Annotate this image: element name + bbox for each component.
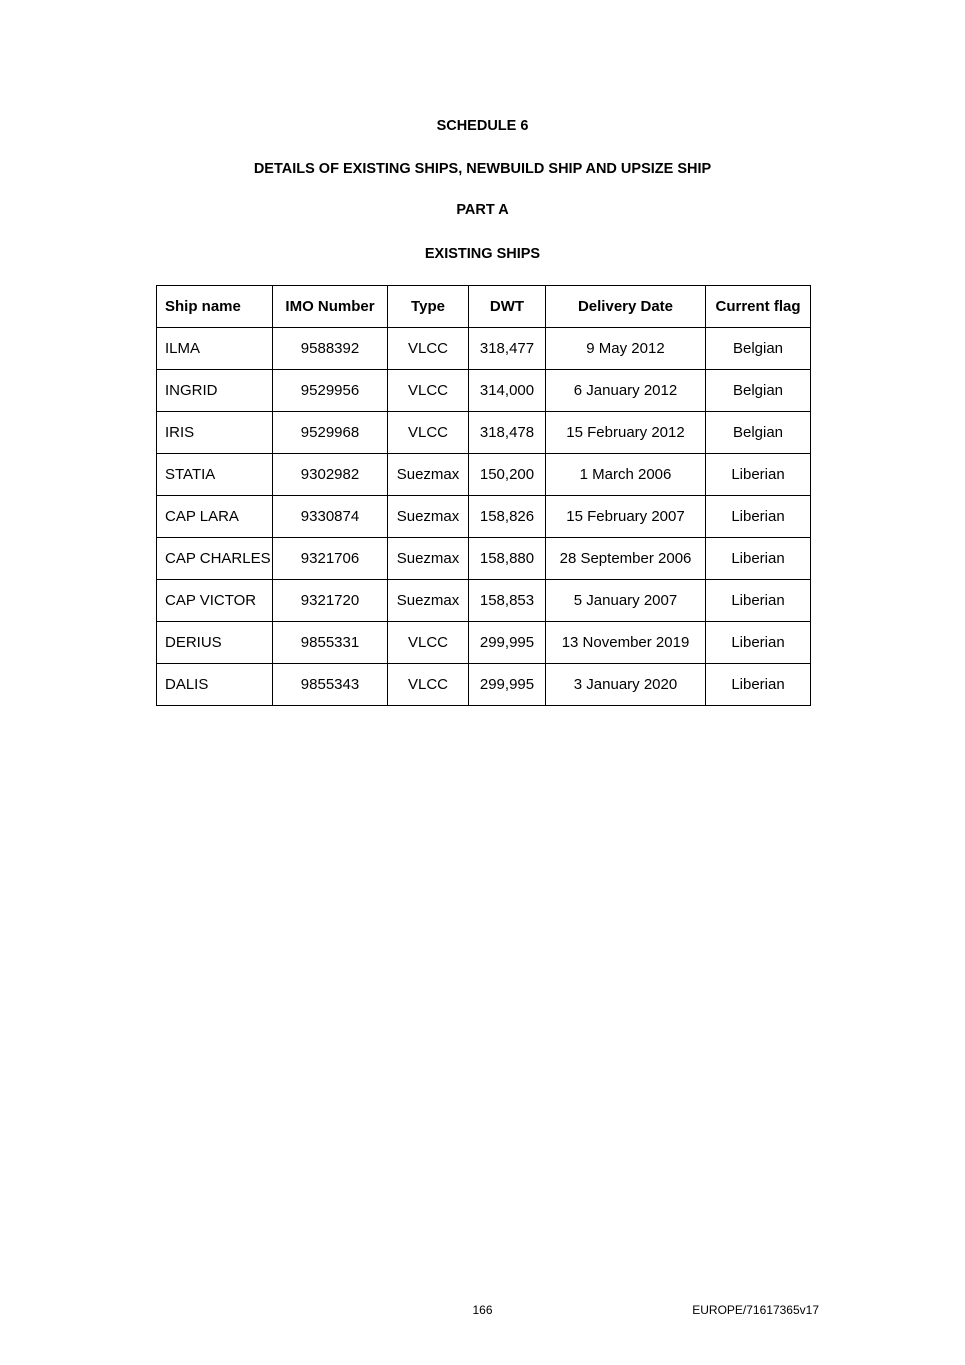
table-row [157, 328, 811, 370]
dwt-cell: 158,826 [469, 496, 546, 538]
type-cell: Suezmax [388, 580, 469, 622]
column-header-imo-number: IMO Number [273, 286, 388, 328]
dwt-cell: 299,995 [469, 622, 546, 664]
delivery-date-cell: 3 January 2020 [546, 664, 706, 706]
type-cell: Suezmax [388, 496, 469, 538]
type-cell: VLCC [388, 328, 469, 370]
column-header-type: Type [388, 286, 469, 328]
table-row [157, 580, 811, 622]
dwt-cell: 158,853 [469, 580, 546, 622]
delivery-date-cell: 28 September 2006 [546, 538, 706, 580]
dwt-cell: 158,880 [469, 538, 546, 580]
type-cell: VLCC [388, 412, 469, 454]
current-flag-cell: Belgian [706, 370, 811, 412]
current-flag-cell: Liberian [706, 622, 811, 664]
table-row [157, 412, 811, 454]
type-cell: Suezmax [388, 538, 469, 580]
table-row [157, 496, 811, 538]
imo-number-cell: 9529968 [273, 412, 388, 454]
schedule-subtitle: DETAILS OF EXISTING SHIPS, NEWBUILD SHIP AND UPSIZE SHIP [253, 161, 712, 177]
current-flag-cell: Liberian [706, 664, 811, 706]
table-row [157, 538, 811, 580]
delivery-date-cell: 5 January 2007 [546, 580, 706, 622]
table-row [157, 454, 811, 496]
delivery-date-cell: 15 February 2007 [546, 496, 706, 538]
delivery-date-cell: 13 November 2019 [546, 622, 706, 664]
ship-name-cell: DALIS [157, 664, 273, 706]
type-cell: Suezmax [388, 454, 469, 496]
imo-number-cell: 9588392 [273, 328, 388, 370]
column-header-current-flag: Current flag [706, 286, 811, 328]
delivery-date-cell: 15 February 2012 [546, 412, 706, 454]
current-flag-cell: Liberian [706, 580, 811, 622]
ship-name-cell: INGRID [157, 370, 273, 412]
ship-name-cell: CAP CHARLES [157, 538, 273, 580]
table-header-row [157, 286, 811, 328]
part-heading: PART A [456, 202, 509, 218]
imo-number-cell: 9302982 [273, 454, 388, 496]
imo-number-cell: 9321706 [273, 538, 388, 580]
type-cell: VLCC [388, 370, 469, 412]
imo-number-cell: 9855343 [273, 664, 388, 706]
current-flag-cell: Liberian [706, 454, 811, 496]
section-heading: EXISTING SHIPS [424, 246, 541, 262]
ship-name-cell: CAP LARA [157, 496, 273, 538]
ship-name-cell: ILMA [157, 328, 273, 370]
page-number: 166 [472, 1303, 493, 1317]
imo-number-cell: 9330874 [273, 496, 388, 538]
dwt-cell: 318,478 [469, 412, 546, 454]
schedule-title: SCHEDULE 6 [436, 118, 529, 134]
current-flag-cell: Liberian [706, 496, 811, 538]
dwt-cell: 318,477 [469, 328, 546, 370]
delivery-date-cell: 6 January 2012 [546, 370, 706, 412]
type-cell: VLCC [388, 664, 469, 706]
current-flag-cell: Liberian [706, 538, 811, 580]
ship-name-cell: DERIUS [157, 622, 273, 664]
imo-number-cell: 9529956 [273, 370, 388, 412]
imo-number-cell: 9321720 [273, 580, 388, 622]
current-flag-cell: Belgian [706, 328, 811, 370]
ship-name-cell: IRIS [157, 412, 273, 454]
ship-name-cell: CAP VICTOR [157, 580, 273, 622]
dwt-cell: 150,200 [469, 454, 546, 496]
table-row [157, 622, 811, 664]
delivery-date-cell: 1 March 2006 [546, 454, 706, 496]
table-row [157, 664, 811, 706]
document-reference: EUROPE/71617365v17 [692, 1303, 819, 1317]
existing-ships-table [156, 285, 811, 706]
ship-name-cell: STATIA [157, 454, 273, 496]
delivery-date-cell: 9 May 2012 [546, 328, 706, 370]
dwt-cell: 299,995 [469, 664, 546, 706]
type-cell: VLCC [388, 622, 469, 664]
column-header-ship-name: Ship name [157, 286, 273, 328]
current-flag-cell: Belgian [706, 412, 811, 454]
column-header-delivery-date: Delivery Date [546, 286, 706, 328]
column-header-dwt: DWT [469, 286, 546, 328]
dwt-cell: 314,000 [469, 370, 546, 412]
table-row [157, 370, 811, 412]
imo-number-cell: 9855331 [273, 622, 388, 664]
